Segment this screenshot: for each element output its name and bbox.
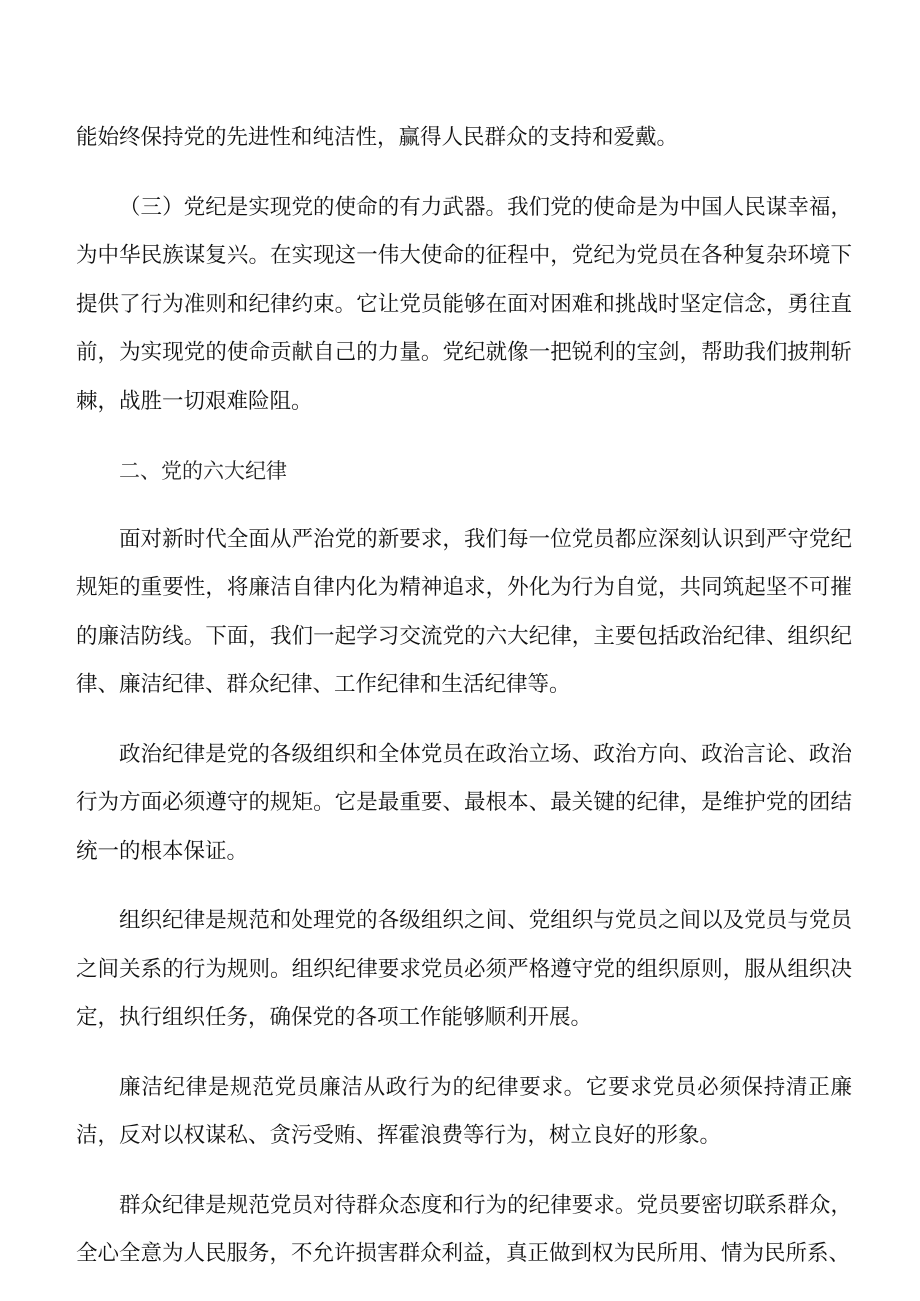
paragraph-continuation: 能始终保持党的先进性和纯洁性，赢得人民群众的支持和爱戴。 — [76, 125, 679, 150]
paragraph-organizational-discipline: 组织纪律是规范和处理党的各级组织之间、党组织与党员之间以及党员与党员之间关系的行为规则。组织纪律要求党员必须严格遵守党的组织原则，服从组织决定，执行组织任务，确保党的各项工作能够顺利开展。 — [76, 908, 852, 1030]
paragraph-party-discipline-weapon: （三）党纪是实现党的使命的有力武器。我们党的使命是为中国人民谋幸福，为中华民族谋复兴。在实现这一伟大使命的征程中，党纪为党员在各种复杂环境下提供了行为准则和纪律约束。它让党员能够在面对困难和挑战时坚定信念，勇往直前，为实现党的使命贡献自己的力量。党纪就像一把锐利的宝剑，帮助我们披荆斩棘，战胜一切艰难险阻。 — [76, 194, 852, 414]
paragraph-six-disciplines-intro: 面对新时代全面从严治党的新要求，我们每一位党员都应深刻认识到严守党纪规矩的重要性，将廉洁自律内化为精神追求，外化为行为自觉，共同筑起坚不可摧的廉洁防线。下面，我们一起学习交流党的六大纪律，主要包括政治纪律、组织纪律、廉洁纪律、群众纪律、工作纪律和生活纪律等。 — [76, 526, 852, 697]
paragraph-political-discipline: 政治纪律是党的各级组织和全体党员在政治立场、政治方向、政治言论、政治行为方面必须遵守的规矩。它是最重要、最根本、最关键的纪律，是维护党的团结统一的根本保证。 — [76, 741, 852, 864]
paragraph-integrity-discipline: 廉洁纪律是规范党员廉洁从政行为的纪律要求。它要求党员必须保持清正廉洁，反对以权谋私、贪污受贿、挥霍浪费等行为，树立良好的形象。 — [76, 1074, 852, 1148]
paragraph-mass-discipline: 群众纪律是规范党员对待群众态度和行为的纪律要求。党员要密切联系群众，全心全意为人民服务，不允许损害群众利益，真正做到权为民所用、情为民所系、 — [76, 1192, 852, 1266]
document-body — [76, 114, 852, 1300]
section-heading-six-disciplines: 二、党的六大纪律 — [119, 459, 287, 483]
